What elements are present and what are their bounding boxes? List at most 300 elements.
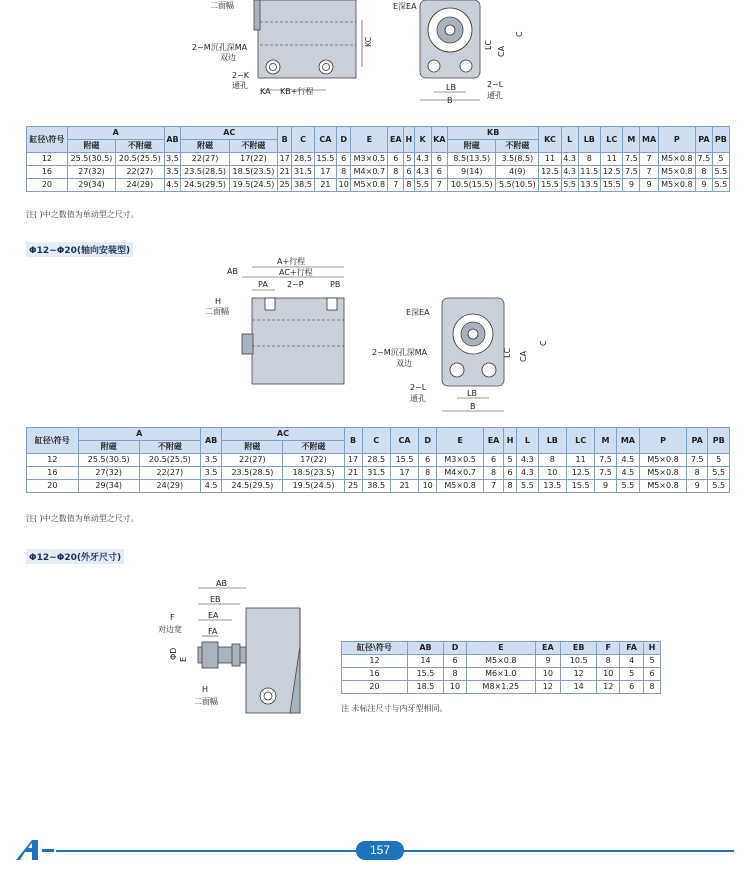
table-cell: M6×1.0 <box>466 668 535 681</box>
table-cell: 10 <box>538 467 566 480</box>
table-cell: 25 <box>278 179 292 192</box>
table-cell: 27(32) <box>78 467 139 480</box>
table-cell: 7 <box>484 480 504 493</box>
h-label: H <box>202 685 209 694</box>
table-cell: 8 <box>484 467 504 480</box>
table-row <box>27 179 730 192</box>
table-cell: 4.5 <box>164 179 181 192</box>
cylinder-body <box>252 298 344 384</box>
header-cell: D <box>419 428 437 454</box>
l2-label: 通孔 <box>487 91 503 100</box>
table-cell: 6 <box>419 454 437 467</box>
table-cell: 13.5 <box>538 480 566 493</box>
m-label: 2~M沉孔深MA <box>192 43 248 52</box>
table-cell: 12 <box>342 655 408 668</box>
table-cell: 17 <box>390 467 418 480</box>
spec-table-external-thread <box>341 641 661 694</box>
table-cell: 11 <box>601 153 623 166</box>
table-cell: M5×0.8 <box>640 467 687 480</box>
header-cell: PB <box>708 428 730 454</box>
table-cell: 13.5 <box>578 179 600 192</box>
header-cell: D <box>337 127 351 153</box>
table-row <box>27 454 730 467</box>
ab-label: AB <box>216 579 227 588</box>
header-cell: E <box>466 642 535 655</box>
lc-label: LC <box>503 347 512 358</box>
lc-label: LC <box>484 39 493 50</box>
table-cell: 12 <box>597 681 620 694</box>
rod-end <box>254 0 260 30</box>
table-cell: 6 <box>484 454 504 467</box>
table-cell: 20.5(25.5) <box>116 153 164 166</box>
table-cell: 24(29) <box>139 480 200 493</box>
d-label: ΦD <box>169 647 178 660</box>
table-cell: 15.5 <box>601 179 623 192</box>
table-cell: 4.5 <box>200 480 221 493</box>
table-header-row <box>27 428 730 441</box>
header-cell: FA <box>620 642 644 655</box>
header-cell: KA <box>431 127 448 153</box>
table-cell: 3.5 <box>200 467 221 480</box>
ca-label: CA <box>497 45 506 57</box>
table-cell: M4×0.7 <box>351 166 388 179</box>
table-cell: 29(34) <box>78 480 139 493</box>
table-cell: 5.5 <box>712 166 729 179</box>
header-cell: CA <box>314 127 336 153</box>
e-label: E <box>179 656 188 662</box>
table-cell: 15.5 <box>407 668 443 681</box>
header-cell: E <box>437 428 484 454</box>
l2-label: 通孔 <box>410 394 426 403</box>
header-cell: H <box>504 428 517 454</box>
table-cell: 7 <box>388 179 404 192</box>
table-cell: 6 <box>444 655 467 668</box>
table-cell: M3×0.5 <box>351 153 388 166</box>
table-cell: 5.5 <box>708 480 730 493</box>
table-cell: 7.5 <box>595 467 616 480</box>
table-cell: 24.5(29.5) <box>222 480 283 493</box>
table1-note: 注( )中之数值为单动型之尺寸。 <box>26 210 139 219</box>
section-title-external-thread: Φ12~Φ20(外牙尺寸) <box>26 549 124 564</box>
table-cell: 28.5 <box>292 153 314 166</box>
table-cell: 5.5 <box>517 480 538 493</box>
header-cell: LB <box>578 127 600 153</box>
table-cell: 14 <box>407 655 443 668</box>
header-cell: CA <box>390 428 418 454</box>
table-cell: 7.5 <box>623 153 640 166</box>
table-cell: 10 <box>419 480 437 493</box>
table-cell: M5×0.8 <box>466 655 535 668</box>
lb-label: LB <box>446 83 456 92</box>
table-cell: 16 <box>27 467 79 480</box>
header-cell: EB <box>561 642 597 655</box>
header-cell: 缸径\符号 <box>27 428 79 454</box>
header-cell: EA <box>535 642 560 655</box>
table-cell: M5×0.8 <box>437 480 484 493</box>
subheader-cell: 不附磁 <box>116 140 164 153</box>
table-cell: 25 <box>344 480 362 493</box>
header-cell: L <box>517 428 538 454</box>
table-cell: 19.5(24.5) <box>229 179 277 192</box>
table-cell: 8 <box>388 166 404 179</box>
f2-label: 对边宽 <box>158 625 182 634</box>
spec-table-basic <box>26 126 730 192</box>
subheader-cell: 附磁 <box>181 140 229 153</box>
table-cell: 38.5 <box>362 480 390 493</box>
table-cell: 9 <box>695 179 712 192</box>
table-cell: 10 <box>535 668 560 681</box>
table-cell: 12 <box>535 681 560 694</box>
table-cell: 7.5 <box>595 454 616 467</box>
c-label: C <box>515 31 524 37</box>
p-label: 2~P <box>287 280 304 289</box>
table-cell: 16 <box>342 668 408 681</box>
header-cell: KC <box>539 127 561 153</box>
table-cell: 4.3 <box>561 153 578 166</box>
header-cell: LC <box>601 127 623 153</box>
table-cell: 4.3 <box>414 153 431 166</box>
table-cell: 17(22) <box>283 454 344 467</box>
table-cell: M5×0.8 <box>640 454 687 467</box>
table-cell: 25.5(30.5) <box>78 454 139 467</box>
header-cell: AB <box>164 127 181 153</box>
b-label: B <box>447 96 453 105</box>
section-title-axial: Φ12~Φ20(轴向安装型) <box>26 242 133 257</box>
table-cell: 27(32) <box>67 166 115 179</box>
table-cell: 10.5(15.5) <box>448 179 496 192</box>
page-number: 157 <box>356 841 404 860</box>
table-cell: 9 <box>595 480 616 493</box>
table-cell: 31.5 <box>362 467 390 480</box>
h-label: 二面幅 <box>210 1 234 10</box>
table-cell: M5×0.8 <box>658 179 695 192</box>
header-cell: 缸径\符号 <box>27 127 68 153</box>
table-cell: 28.5 <box>362 454 390 467</box>
table-header-row <box>342 642 661 655</box>
header-cell: P <box>640 428 687 454</box>
table-cell: 18.5(23.5) <box>283 467 344 480</box>
ka-label: KA <box>260 87 271 96</box>
table-cell: 23.5(28.5) <box>181 166 229 179</box>
table-cell: 7.5 <box>695 153 712 166</box>
table-cell: 29(34) <box>67 179 115 192</box>
table-cell: 11 <box>539 153 561 166</box>
table-cell: 8 <box>686 467 707 480</box>
header-cell: 缸径\符号 <box>342 642 408 655</box>
table-cell: 38.5 <box>292 179 314 192</box>
footer-line-right <box>404 850 734 852</box>
header-cell: H <box>644 642 661 655</box>
table-cell: 8 <box>644 681 661 694</box>
figure-top-end-view <box>390 0 540 105</box>
table-cell: 5 <box>620 668 644 681</box>
table-cell: 5.5 <box>414 179 431 192</box>
table3-note: 注 未标注尺寸与内牙型相同。 <box>341 704 448 713</box>
ea-label: E深EA <box>406 308 430 317</box>
header-cell: F <box>597 642 620 655</box>
table-cell: M3×0.5 <box>437 454 484 467</box>
k2-label: 通孔 <box>232 81 248 90</box>
table-cell: 8 <box>597 655 620 668</box>
table-cell: 5 <box>644 655 661 668</box>
table-cell: 3.5 <box>164 153 181 166</box>
header-cell: LC <box>566 428 594 454</box>
header-cell: E <box>351 127 388 153</box>
table-cell: 12.5 <box>539 166 561 179</box>
table-cell: 15.5 <box>566 480 594 493</box>
table-cell: 18.5 <box>407 681 443 694</box>
table-cell: 8 <box>337 166 351 179</box>
pa-label: PA <box>258 280 268 289</box>
table-cell: 10 <box>597 668 620 681</box>
table-row <box>27 166 730 179</box>
table-cell: 4.3 <box>561 166 578 179</box>
table-cell: 8 <box>695 166 712 179</box>
subheader-cell: 不附磁 <box>283 441 344 454</box>
table-cell: 17 <box>344 454 362 467</box>
header-cell: MA <box>640 127 658 153</box>
kc-label: KC <box>364 36 373 47</box>
header-cell: EA <box>388 127 404 153</box>
table-cell: 21 <box>278 166 292 179</box>
table-cell: 20.5(25.5) <box>139 454 200 467</box>
table-cell: 6 <box>431 153 448 166</box>
table-cell: 9(14) <box>448 166 496 179</box>
table-cell: 22(27) <box>139 467 200 480</box>
table2-note: 注( )中之数值为单动型之尺寸。 <box>26 514 139 523</box>
pb-label: PB <box>330 280 341 289</box>
table-cell: 7 <box>640 166 658 179</box>
header-cell: C <box>362 428 390 454</box>
ca-label: CA <box>519 350 528 362</box>
c-label: C <box>539 340 548 346</box>
subheader-cell: 附磁 <box>222 441 283 454</box>
table-cell: 22(27) <box>116 166 164 179</box>
table-cell: 8 <box>538 454 566 467</box>
table-cell: 6 <box>620 681 644 694</box>
table-cell: 23.5(28.5) <box>222 467 283 480</box>
lb-label: LB <box>467 389 477 398</box>
table-cell: 6 <box>404 166 414 179</box>
table-cell: 6 <box>504 467 517 480</box>
header-cell: B <box>344 428 362 454</box>
header-cell: PA <box>686 428 707 454</box>
header-cell: AC <box>222 428 344 441</box>
table-cell: 4.3 <box>517 467 538 480</box>
table-cell: 5.5 <box>712 179 729 192</box>
header-cell: EA <box>484 428 504 454</box>
table-cell: 10 <box>444 681 467 694</box>
table-cell: 24.5(29.5) <box>181 179 229 192</box>
table-cell: 8 <box>444 668 467 681</box>
header-cell: MA <box>616 428 639 454</box>
table-cell: 12.5 <box>601 166 623 179</box>
table-row <box>342 668 661 681</box>
table-row <box>342 681 661 694</box>
table-cell: 21 <box>314 179 336 192</box>
table-cell: 7.5 <box>623 166 640 179</box>
table-cell: 12 <box>27 153 68 166</box>
table-cell: 8 <box>404 179 414 192</box>
table-cell: 7 <box>640 153 658 166</box>
table-cell: 24(29) <box>116 179 164 192</box>
spec-table-axial <box>26 427 730 493</box>
header-cell: K <box>414 127 431 153</box>
table-cell: 18.5(23.5) <box>229 166 277 179</box>
h-label: H <box>215 297 222 306</box>
table-cell: 11.5 <box>578 166 600 179</box>
table-row <box>27 153 730 166</box>
table-row <box>342 655 661 668</box>
table-cell: 5 <box>708 454 730 467</box>
header-cell: PA <box>695 127 712 153</box>
table-cell: M5×0.8 <box>658 153 695 166</box>
table-cell: 17 <box>314 166 336 179</box>
ea-label: E深EA <box>393 2 417 11</box>
header-cell: H <box>404 127 414 153</box>
header-cell: M <box>623 127 640 153</box>
table-row <box>27 480 730 493</box>
ea-label: EA <box>208 611 219 620</box>
table-cell: 31.5 <box>292 166 314 179</box>
table-cell: 8 <box>419 467 437 480</box>
l-label: 2~L <box>410 383 427 392</box>
table-cell: 4 <box>620 655 644 668</box>
table-cell: 9 <box>535 655 560 668</box>
table-cell: 9 <box>623 179 640 192</box>
footer-line-left <box>56 850 356 852</box>
table-cell: 15.5 <box>314 153 336 166</box>
table-cell: M5×0.8 <box>351 179 388 192</box>
table-cell: 20 <box>27 480 79 493</box>
table-cell: 6 <box>337 153 351 166</box>
header-cell: KB <box>448 127 539 140</box>
table-row <box>27 467 730 480</box>
table-cell: 5 <box>712 153 729 166</box>
table-cell: 4.3 <box>517 454 538 467</box>
table-cell: 8 <box>578 153 600 166</box>
table-cell: 16 <box>27 166 68 179</box>
table-cell: 3.5 <box>164 166 181 179</box>
m2-label: 双边 <box>220 53 236 62</box>
table-cell: 7 <box>431 179 448 192</box>
table-cell: 10 <box>337 179 351 192</box>
table-cell: 5.5 <box>616 480 639 493</box>
table-cell: 21 <box>390 480 418 493</box>
table-cell: 12.5 <box>566 467 594 480</box>
fa-label: FA <box>208 627 218 636</box>
table-cell: 19.5(24.5) <box>283 480 344 493</box>
hex-nut <box>202 642 218 668</box>
table-cell: 15.5 <box>390 454 418 467</box>
table-cell: 5 <box>504 454 517 467</box>
table-cell: 10.5 <box>561 655 597 668</box>
table-cell: 7.5 <box>686 454 707 467</box>
table-cell: 21 <box>344 467 362 480</box>
figure-external-thread <box>150 576 310 716</box>
table-cell: 5.5 <box>561 179 578 192</box>
header-cell: A <box>78 428 200 441</box>
header-cell: L <box>561 127 578 153</box>
header-cell: A <box>67 127 164 140</box>
table-cell: M4×0.7 <box>437 467 484 480</box>
table-cell: 6 <box>388 153 404 166</box>
b-label: B <box>470 402 476 411</box>
h2-label: 二面幅 <box>205 307 229 316</box>
f-label: F <box>170 613 175 622</box>
table-cell: 5.5(10.5) <box>496 179 539 192</box>
table-cell: 6 <box>431 166 448 179</box>
subheader-cell: 不附磁 <box>139 441 200 454</box>
header-cell: D <box>444 642 467 655</box>
table-cell: 3.5(8.5) <box>496 153 539 166</box>
table-cell: 22(27) <box>181 153 229 166</box>
header-cell: AB <box>200 428 221 454</box>
header-cell: AC <box>181 127 278 140</box>
header-cell: M <box>595 428 616 454</box>
table-header-row <box>27 127 730 140</box>
ab-label: AB <box>227 267 238 276</box>
brand-logo <box>14 838 56 862</box>
table-cell: 11 <box>566 454 594 467</box>
table-cell: 15.5 <box>539 179 561 192</box>
header-cell: AB <box>407 642 443 655</box>
header-cell: P <box>658 127 695 153</box>
m2-label: 双边 <box>396 359 412 368</box>
table-cell: 25.5(30.5) <box>67 153 115 166</box>
ac-label: AC+行程 <box>279 268 313 277</box>
subheader-cell: 附磁 <box>78 441 139 454</box>
table-cell: 14 <box>561 681 597 694</box>
table-cell: 12 <box>561 668 597 681</box>
h2-label: 二面幅 <box>194 697 218 706</box>
table-cell: 20 <box>342 681 408 694</box>
table-cell: 3.5 <box>200 454 221 467</box>
table-cell: 17 <box>278 153 292 166</box>
figure-axial-end-view <box>372 294 557 424</box>
figure-top-side-view <box>180 0 380 105</box>
table-cell: M8×1.25 <box>466 681 535 694</box>
table-cell: 4.3 <box>414 166 431 179</box>
table-cell: 22(27) <box>222 454 283 467</box>
header-cell: C <box>292 127 314 153</box>
table-cell: 9 <box>640 179 658 192</box>
k-label: 2~K <box>232 71 250 80</box>
table-cell: 12 <box>27 454 79 467</box>
table-cell: 4(9) <box>496 166 539 179</box>
subheader-cell: 附磁 <box>448 140 496 153</box>
table-cell: 4.5 <box>616 454 639 467</box>
table-cell: 9 <box>686 480 707 493</box>
subheader-cell: 不附磁 <box>229 140 277 153</box>
table-cell: 20 <box>27 179 68 192</box>
subheader-cell: 附磁 <box>67 140 115 153</box>
a-label: A+行程 <box>277 257 306 266</box>
l-label: 2~L <box>487 80 504 89</box>
figure-axial-side-view <box>195 250 370 390</box>
table-cell: 8.5(13.5) <box>448 153 496 166</box>
m-label: 2~M沉孔深MA <box>372 348 428 357</box>
table-cell: 5.5 <box>708 467 730 480</box>
eb-label: EB <box>210 595 221 604</box>
subheader-cell: 不附磁 <box>496 140 539 153</box>
table-cell: 5 <box>404 153 414 166</box>
table-cell: 17(22) <box>229 153 277 166</box>
header-cell: LB <box>538 428 566 454</box>
rod-collar <box>232 644 240 666</box>
table-cell: 8 <box>504 480 517 493</box>
header-cell: PB <box>712 127 729 153</box>
